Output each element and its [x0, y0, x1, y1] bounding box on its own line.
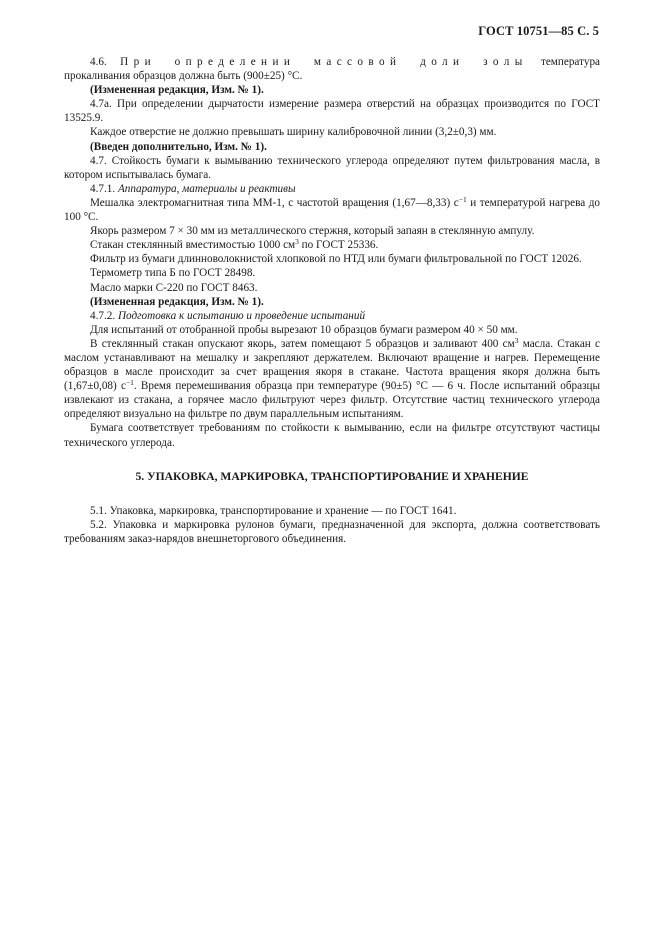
added-note: (Введен дополнительно, Изм. № 1).: [90, 140, 267, 153]
procedure-text-3: . Время перемешивания образца при температуре (90±5) °С — 6 ч. После испытаний образцы извлекают из стакана, а горячее масло фильтруют через фильтр. Отсутствие частиц технического углерода определяют визуально на фильтре по двум параллельным испытаниям.: [64, 380, 600, 421]
apparatus-filter: Фильтр из бумаги длинноволокнистой хлопковой по НТД или бумаги фильтровальной по ГОСТ 12026.: [90, 253, 582, 266]
clause-4-7: 4.7. Стойкость бумаги к вымыванию технического углерода определяют путем фильтрования масла, в котором испытывалась бумага.: [64, 154, 600, 181]
clause-4-7-2: [64, 309, 600, 323]
clause-4-7-1: [64, 182, 600, 196]
procedure-exponent-1: 3: [514, 335, 519, 345]
apparatus-thermometer: Термометр типа Б по ГОСТ 28498.: [90, 267, 256, 280]
section-5-heading: 5. УПАКОВКА, МАРКИРОВКА, ТРАНСПОРТИРОВАНИЕ И ХРАНЕНИЕ: [135, 469, 529, 483]
clause-4-7-2-number: 4.7.2.: [90, 309, 118, 322]
clause-4-6-number: 4.6.: [90, 56, 107, 68]
procedure-text-2: масла. Стакан с маслом устанавливают на мешалку и закрепляют держателем. Включают вращение и нагрев. Перемещение образцов в масле происходит за счет вращения якоря в стакане. Частота вращения якоря должна быть (1,67±0,08) с: [64, 337, 601, 393]
mixer-text: Мешалка электромагнитная типа ММ-1, с частотой вращения (1,67—8,33) с: [90, 196, 459, 209]
procedure-text-1: В стеклянный стакан опускают якорь, затем помещают 5 образцов и заливают 400 см: [90, 337, 515, 350]
change-note: (Измененная редакция, Изм. № 1).: [90, 295, 264, 308]
apparatus-beaker: [64, 238, 600, 252]
page-header: ГОСТ 10751—85 С. 5: [478, 24, 599, 38]
apparatus-oil: Масло марки С-220 по ГОСТ 8463.: [90, 281, 258, 294]
beaker-text-end: по ГОСТ 25336.: [298, 239, 379, 252]
mixer-text-end: и температурой нагрева до 100 °С.: [64, 196, 601, 224]
change-note: (Измененная редакция, Изм. № 1).: [90, 84, 264, 97]
mixer-exponent: −1: [458, 194, 467, 204]
clause-4-7-1-number: 4.7.1.: [90, 182, 118, 195]
clause-4-7-1-title: Аппаратура, материалы и реактивы: [117, 182, 296, 195]
clause-5-2: 5.2. Упаковка и маркировка рулонов бумаги, предназначенной для экспорта, должна соответствовать требованиям заказ-нарядов внешнеторгового объединения.: [64, 518, 600, 545]
beaker-exponent: 3: [295, 237, 299, 247]
procedure-exponent-2: −1: [125, 378, 134, 388]
clause-5-1: 5.1. Упаковка, маркировка, транспортирование и хранение — по ГОСТ 1641.: [90, 504, 457, 517]
beaker-text: Стакан стеклянный вместимостью 1000 см: [90, 239, 296, 252]
clause-4-6: [64, 55, 600, 83]
clause-4-6-text: температура прокаливания образцов должна быть (900±25) °С.: [64, 56, 600, 83]
clause-4-7-2-title: Подготовка к испытанию и проведение испытаний: [117, 309, 366, 322]
clause-4-6-spaced: При определении массовой доли золы: [120, 56, 528, 68]
clause-4-7a: 4.7а. При определении дырчатости измерение размера отверстий на образцах производится по ГОСТ 13525.9.: [64, 98, 600, 125]
apparatus-mixer: [64, 196, 600, 224]
testing-result: Бумага соответствует требованиям по стойкости к вымыванию, если на фильтре отсутствуют частицы технического углерода.: [64, 422, 600, 449]
clause-4-7a-hole: Каждое отверстие не должно превышать ширину калибровочной линии (3,2±0,3) мм.: [90, 126, 497, 139]
testing-procedure: [64, 337, 600, 422]
document-body: [64, 55, 600, 546]
apparatus-anchor: Якорь размером 7 × 30 мм из металлического стержня, который запаян в стеклянную ампулу.: [90, 225, 535, 238]
testing-sample-cut: Для испытаний от отобранной пробы вырезают 10 образцов бумаги размером 40 × 50 мм.: [90, 323, 518, 336]
